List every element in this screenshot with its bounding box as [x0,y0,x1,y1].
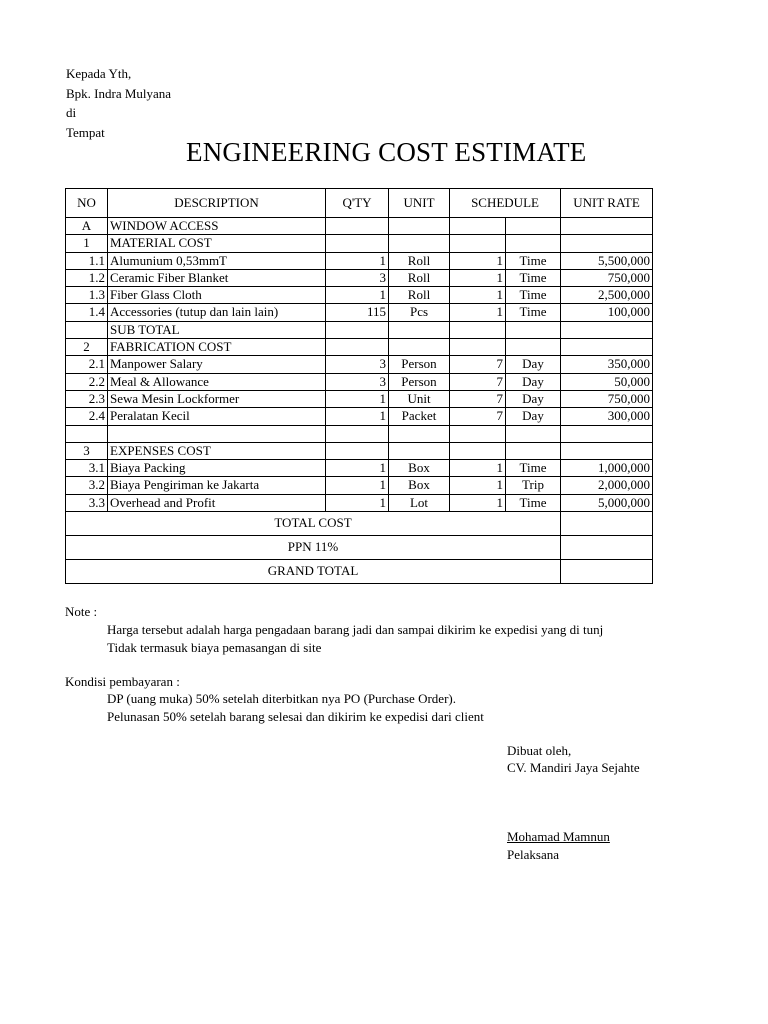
table-row [66,373,653,390]
cell-qty [326,425,389,442]
cell-no: 1.2 [66,269,108,286]
cell-description: Biaya Pengiriman ke Jakarta [108,477,326,494]
totals-label: TOTAL COST [66,512,561,536]
cell-description: FABRICATION COST [108,339,326,356]
cell-description: Overhead and Profit [108,494,326,511]
payment-line-2: Pelunasan 50% setelah barang selesai dan dikirim ke expedisi dari client [107,709,484,724]
cell-no: 1.3 [66,287,108,304]
table-row [66,408,653,425]
recipient-place: Tempat [66,124,105,140]
header-no: NO [66,189,108,218]
cell-unit-rate: 50,000 [561,373,653,390]
cell-no: 1.4 [66,304,108,321]
cell-description: Sewa Mesin Lockformer [108,390,326,407]
table-body [66,189,653,584]
cell-description: SUB TOTAL [108,321,326,338]
totals-value [561,560,653,584]
cell-schedule-count [450,442,506,459]
cell-schedule-count: 7 [450,356,506,373]
cell-unit-rate: 2,000,000 [561,477,653,494]
cell-description: MATERIAL COST [108,235,326,252]
cell-no: 2.1 [66,356,108,373]
cell-schedule-unit: Time [506,287,561,304]
totals-label: GRAND TOTAL [66,560,561,584]
totals-value [561,536,653,560]
cell-description: Biaya Packing [108,460,326,477]
cell-qty: 1 [326,460,389,477]
cell-schedule-unit: Time [506,304,561,321]
table-row [66,425,653,442]
table-row [66,442,653,459]
cell-unit-rate: 2,500,000 [561,287,653,304]
cell-qty [326,218,389,235]
cell-schedule-unit: Day [506,408,561,425]
cell-schedule-count: 1 [450,460,506,477]
cell-schedule-unit: Day [506,356,561,373]
cell-unit-rate: 5,000,000 [561,494,653,511]
cell-schedule-count: 1 [450,477,506,494]
cell-no: 2.4 [66,408,108,425]
cell-schedule-count: 1 [450,287,506,304]
cell-unit: Packet [389,408,450,425]
cell-unit: Roll [389,269,450,286]
totals-row [66,560,653,584]
table-row [66,390,653,407]
cell-unit [389,339,450,356]
cell-schedule-unit [506,321,561,338]
cell-schedule-unit [506,442,561,459]
cell-schedule-unit: Time [506,269,561,286]
table-row [66,321,653,338]
table-row [66,218,653,235]
cell-qty: 1 [326,477,389,494]
cell-qty: 3 [326,356,389,373]
cell-no: 3 [66,442,108,459]
cell-no: A [66,218,108,235]
cell-schedule-unit [506,218,561,235]
cell-unit [389,321,450,338]
cell-schedule-count: 1 [450,269,506,286]
cell-unit: Person [389,373,450,390]
header-unit: UNIT [389,189,450,218]
cell-schedule-unit: Time [506,460,561,477]
cell-description: Alumunium 0,53mmT [108,252,326,269]
cell-no: 2 [66,339,108,356]
cell-no: 2.3 [66,390,108,407]
totals-row [66,536,653,560]
cell-schedule-count: 1 [450,252,506,269]
cell-schedule-count [450,235,506,252]
cell-description: EXPENSES COST [108,442,326,459]
totals-row [66,512,653,536]
table-row [66,460,653,477]
cell-schedule-unit [506,235,561,252]
cell-description: WINDOW ACCESS [108,218,326,235]
cell-schedule-count [450,425,506,442]
cell-qty [326,321,389,338]
note-label: Note : [65,604,98,619]
company-name: CV. Mandiri Jaya Sejahte [507,760,640,775]
cell-unit: Roll [389,287,450,304]
cell-unit: Box [389,460,450,477]
cell-unit-rate [561,235,653,252]
cell-schedule-count: 7 [450,408,506,425]
cell-unit-rate [561,425,653,442]
recipient-name: Bpk. Indra Mulyana [66,85,172,101]
note-line-2: Tidak termasuk biaya pemasangan di site [107,640,322,655]
cell-no: 1 [66,235,108,252]
cell-unit-rate: 1,000,000 [561,460,653,477]
totals-label: PPN 11% [66,536,561,560]
cell-no: 1.1 [66,252,108,269]
cell-description [108,425,326,442]
cell-unit-rate [561,218,653,235]
cell-unit: Pcs [389,304,450,321]
recipient-block [66,64,171,142]
cell-description: Fiber Glass Cloth [108,287,326,304]
signatory-position: Pelaksana [507,847,559,862]
cell-unit [389,425,450,442]
cell-unit-rate: 750,000 [561,390,653,407]
cell-no [66,321,108,338]
cell-no: 3.3 [66,494,108,511]
cell-qty: 3 [326,269,389,286]
cell-unit-rate [561,339,653,356]
cell-schedule-count: 7 [450,390,506,407]
cell-schedule-count: 7 [450,373,506,390]
cell-qty: 3 [326,373,389,390]
cell-description: Manpower Salary [108,356,326,373]
cell-schedule-count [450,321,506,338]
cell-no: 2.2 [66,373,108,390]
made-by-label: Dibuat oleh, [507,743,572,758]
cell-qty [326,339,389,356]
cell-qty: 1 [326,408,389,425]
cell-unit: Lot [389,494,450,511]
table-row [66,494,653,511]
cell-qty: 1 [326,252,389,269]
cell-unit-rate [561,442,653,459]
cell-description: Meal & Allowance [108,373,326,390]
cost-estimate-table [65,188,653,584]
cell-schedule-count [450,339,506,356]
table-row [66,269,653,286]
cell-schedule-unit: Time [506,252,561,269]
payment-line-1: DP (uang muka) 50% setelah diterbitkan nya PO (Purchase Order). [107,691,456,706]
document-title: ENGINEERING COST ESTIMATE [186,137,587,167]
cell-unit-rate: 300,000 [561,408,653,425]
header-unit-rate: UNIT RATE [561,189,653,218]
cell-unit [389,442,450,459]
cell-schedule-unit: Day [506,390,561,407]
cell-unit: Box [389,477,450,494]
header-qty: Q'TY [326,189,389,218]
cell-unit [389,218,450,235]
cell-unit: Roll [389,252,450,269]
cell-unit-rate: 350,000 [561,356,653,373]
totals-value [561,512,653,536]
cell-schedule-unit: Time [506,494,561,511]
cell-qty: 1 [326,494,389,511]
header-description: DESCRIPTION [108,189,326,218]
cell-description: Peralatan Kecil [108,408,326,425]
cell-schedule-unit [506,425,561,442]
table-row [66,304,653,321]
table-row [66,252,653,269]
table-row [66,356,653,373]
cell-schedule-count: 1 [450,304,506,321]
cell-schedule-count [450,218,506,235]
header-schedule: SCHEDULE [450,189,561,218]
cell-schedule-unit: Trip [506,477,561,494]
cell-schedule-unit [506,339,561,356]
cell-description: Accessories (tutup dan lain lain) [108,304,326,321]
cell-no: 3.2 [66,477,108,494]
cell-unit-rate: 100,000 [561,304,653,321]
cell-unit-rate: 750,000 [561,269,653,286]
payment-label: Kondisi pembayaran : [65,674,180,689]
cell-unit: Unit [389,390,450,407]
cell-qty: 115 [326,304,389,321]
table-header-row [66,189,653,218]
recipient-di: di [66,105,77,120]
cell-qty: 1 [326,390,389,407]
cell-qty [326,442,389,459]
cell-unit-rate: 5,500,000 [561,252,653,269]
cell-no: 3.1 [66,460,108,477]
cell-unit: Person [389,356,450,373]
cell-description: Ceramic Fiber Blanket [108,269,326,286]
cell-unit [389,235,450,252]
cell-qty: 1 [326,287,389,304]
cell-unit-rate [561,321,653,338]
recipient-greeting: Kepada Yth, [66,66,132,81]
note-line-1: Harga tersebut adalah harga pengadaan barang jadi dan sampai dikirim ke expedisi yang di tunj [107,622,604,637]
cell-qty [326,235,389,252]
table-row [66,339,653,356]
cell-no [66,425,108,442]
table-row [66,477,653,494]
table-row [66,235,653,252]
signatory-name: Mohamad Mamnun [507,829,610,844]
cell-schedule-unit: Day [506,373,561,390]
table-row [66,287,653,304]
cell-schedule-count: 1 [450,494,506,511]
